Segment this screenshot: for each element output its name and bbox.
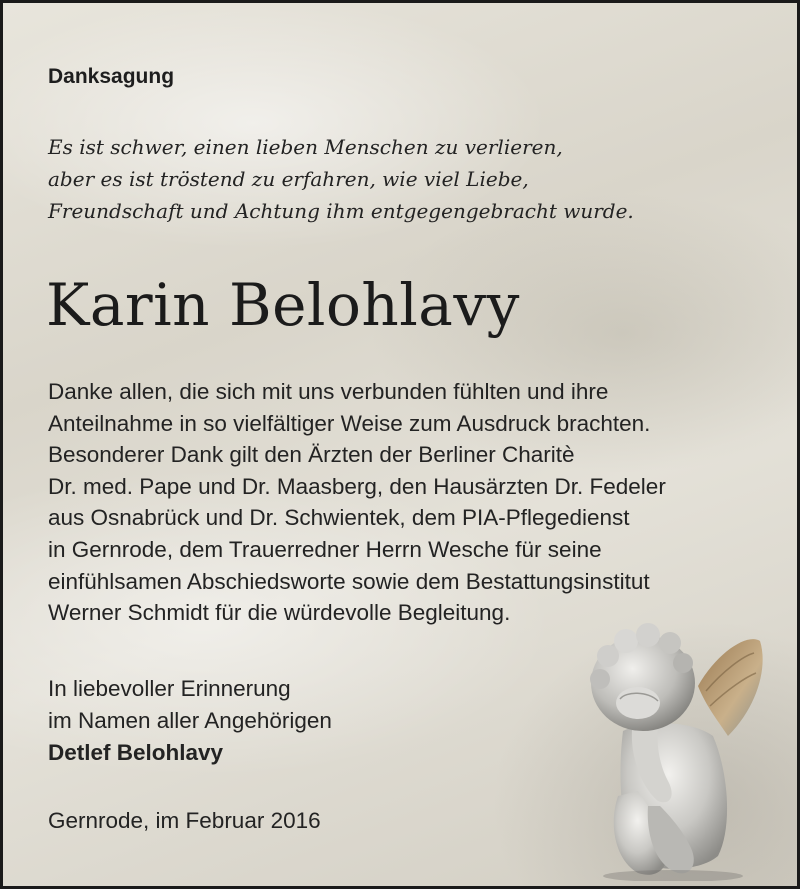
closing-line: im Namen aller Angehörigen [48, 708, 332, 733]
motto [48, 131, 634, 227]
thanks-line: in Gernrode, dem Trauerredner Herrn Wesche für seine [48, 536, 602, 562]
motto-line: aber es ist tröstend zu erfahren, wie viel Liebe, [48, 167, 529, 191]
thanks-line: Besonderer Dank gilt den Ärzten der Berliner Charitè [48, 442, 575, 468]
closing [48, 673, 332, 769]
motto-line: Freundschaft und Achtung ihm entgegengebracht wurde. [48, 199, 634, 223]
thanks-line: aus Osnabrück und Dr. Schwientek, dem PIA-Pflegedienst [48, 505, 630, 531]
signer-name: Detlef Belohlavy [48, 740, 224, 765]
heading: Danksagung [48, 65, 175, 88]
deceased-name: Karin Belohlavy [46, 271, 520, 339]
thanks-line: einfühlsamen Abschiedsworte sowie dem Bestattungsinstitut [48, 568, 650, 594]
place-date: Gernrode, im Februar 2016 [48, 808, 321, 833]
angel-figure-icon [578, 611, 778, 881]
thanks-text [48, 376, 666, 629]
closing-line: In liebevoller Erinnerung [48, 676, 291, 701]
thanks-line: Danke allen, die sich mit uns verbunden fühlten und ihre [48, 379, 609, 404]
thanks-line: Werner Schmidt für die würdevolle Begleitung. [48, 600, 511, 626]
thanks-line: Dr. med. Pape und Dr. Maasberg, den Hausärzten Dr. Fedeler [48, 473, 666, 499]
motto-line: Es ist schwer, einen lieben Menschen zu verlieren, [48, 135, 563, 159]
thanks-line: Anteilnahme in so vielfältiger Weise zum Ausdruck brachten. [48, 410, 651, 436]
